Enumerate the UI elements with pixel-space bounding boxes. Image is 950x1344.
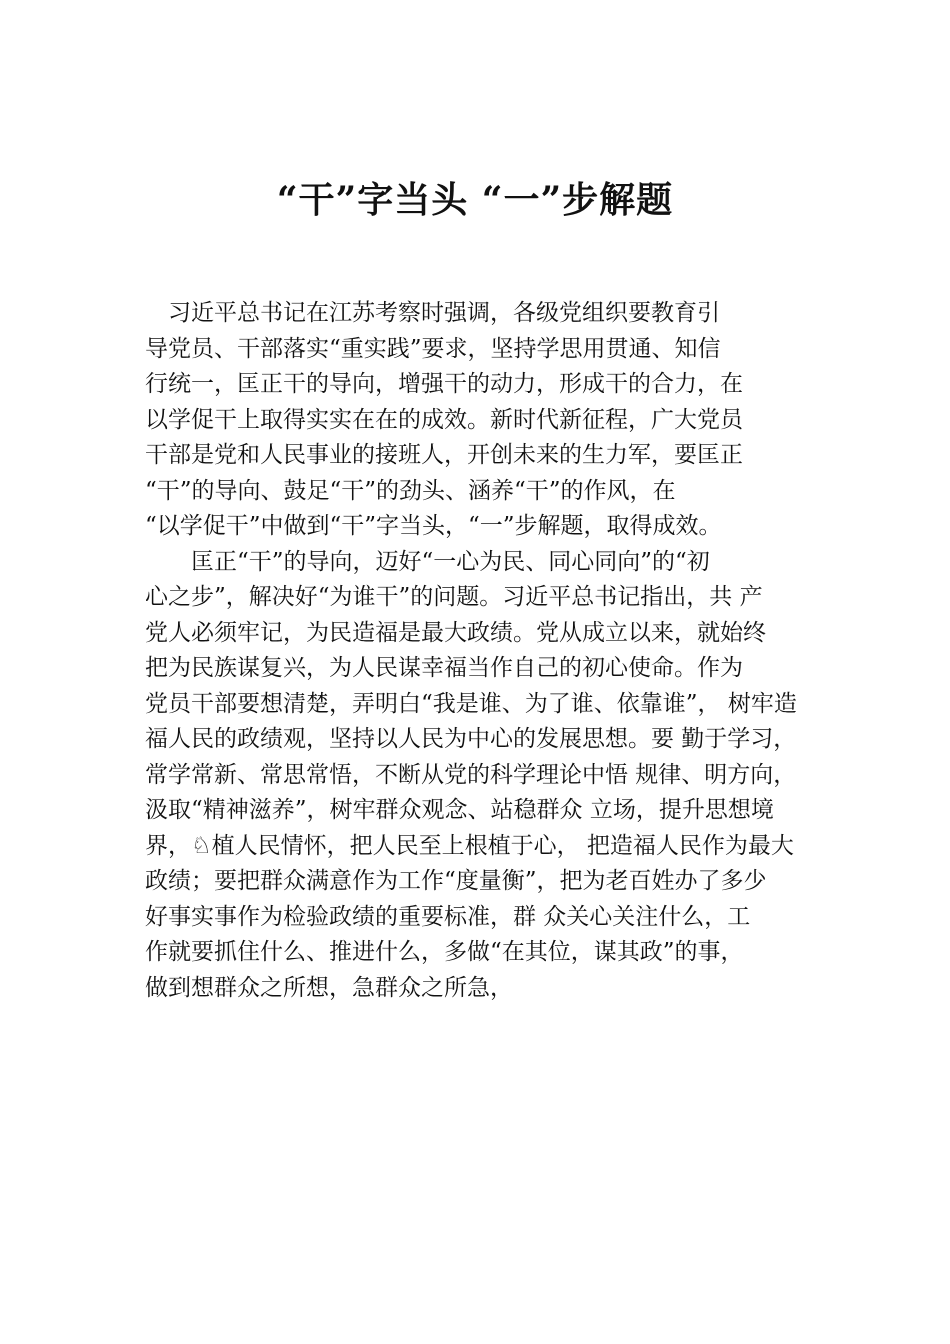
text-line: 以学促干上取得实实在在的成效。新时代新征程，广大党员 <box>145 406 743 433</box>
text-line: 干部是党和人民事业的接班人，开创未来的生力军，要匡正 <box>145 442 743 468</box>
document-body <box>145 296 845 1006</box>
text-line: 汲取“精神滋养”，树牢群众观念、站稳群众 立场，提升思想境 <box>145 797 774 823</box>
text-line: 作就要抓住什么、推进什么，多做“在其位，谋其政”的事， <box>145 939 744 965</box>
text-line: 常学常新、常思常悟，不断从党的科学理论中悟 规律、明方向， <box>145 761 797 788</box>
text-line: 政绩；要把群众满意作为工作“度量衡”，把为老百姓办了多少 <box>145 868 767 894</box>
text-line: “以学促干”中做到“干”字当头，“一”步解题，取得成效。 <box>145 513 722 539</box>
text-line: 习近平总书记在江苏考察时强调，各级党组织要教育引 <box>145 300 720 326</box>
text-line: 福人民的政绩观，坚持以人民为中心的发展思想。要 勤于学习， <box>145 726 797 752</box>
text-line: 匡正“干”的导向，迈好“一心为民、同心同向”的“初 <box>145 548 710 575</box>
text-line: 界，♘植人民情怀，把人民至上根植于心， 把造福人民作为最大 <box>145 832 794 859</box>
text-line: “干”的导向、鼓足“干”的劲头、涵养“干”的作风，在 <box>145 477 676 504</box>
text-line: 心之步”，解决好“为谁干”的问题。习近平总书记指出，共 产 <box>145 584 763 610</box>
text-line: 好事实事作为检验政绩的重要标准，群 众关心关注什么，工 <box>145 903 751 930</box>
text-line: 做到想群众之所想，急群众之所急， <box>145 974 513 1001</box>
text-line: 导党员、干部落实“重实践”要求，坚持学思用贯通、知信 <box>145 335 721 362</box>
text-line: 党员干部要想清楚，弄明白“我是谁、为了谁、依靠谁”， 树牢造 <box>145 690 797 717</box>
document-title: “干”字当头 “一”步解题 <box>276 179 674 221</box>
text-line: 党人必须牢记，为民造福是最大政绩。党从成立以来，就始终 <box>145 619 766 646</box>
text-line: 行统一，匡正干的导向，增强干的动力，形成干的合力，在 <box>145 371 743 397</box>
text-line: 把为民族谋复兴，为人民谋幸福当作自己的初心使命。作为 <box>145 655 743 681</box>
